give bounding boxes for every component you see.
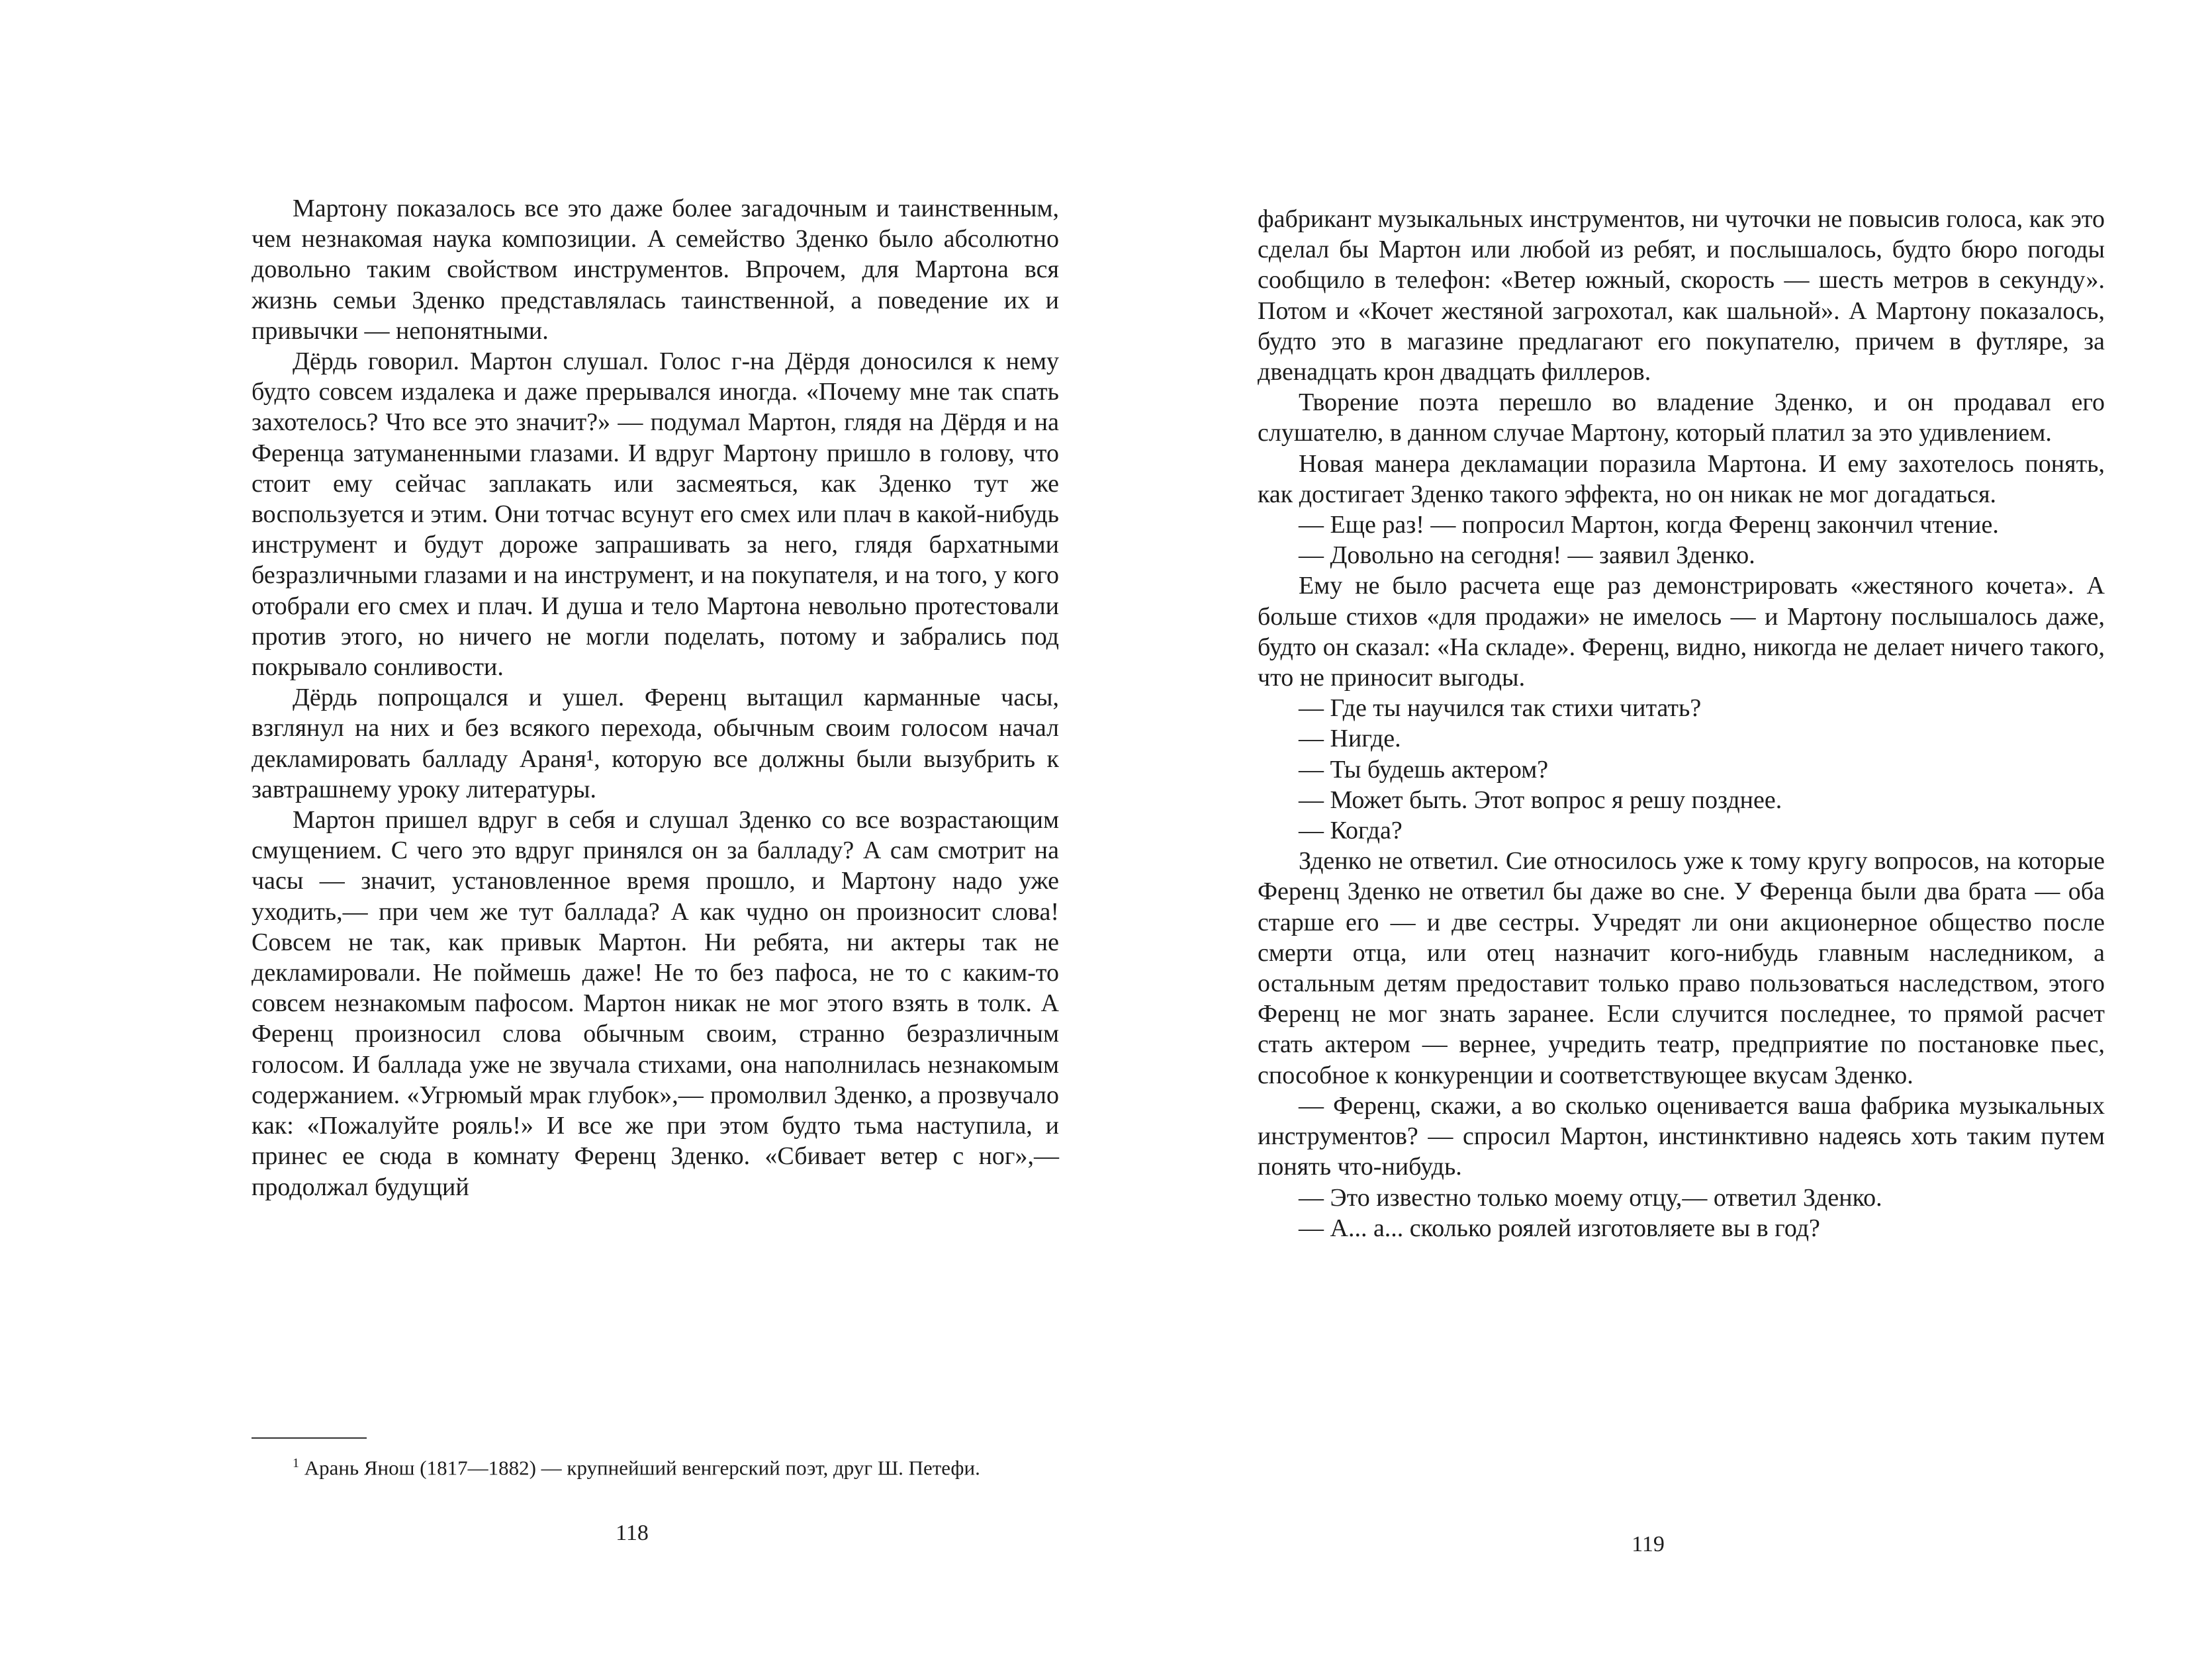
dialogue-line: — Нигде. — [1299, 725, 1401, 753]
dialogue-line: — А... а... сколько роялей изготовляете вы в год? — [1299, 1214, 1820, 1242]
dialogue-line: — Ты будешь актером? — [1299, 755, 1549, 784]
paragraph: Дёрдь говорил. Мартон слушал. Голос г-на Дёрдя доносился к нему будто совсем издалека и даже прерывался иногда. «Почему мне так спать захотелось? Что все это значит?» — подумал Мартон, глядя на Дёрдя и на Ференца затуманенными глазами. И вдруг Мартону пришло в голову, что стоит ему сейчас заплакать или засмеяться, как Зденко тут же воспользуется и этим. Они тотчас всунут его смех или плач в какой-нибудь инструмент и будут дороже запрашивать за него, глядя бархатными безразличными глазами и на инструмент, и на покупателя, и на того, у кого отобрали его смех и плач. И душа и тело Мартона невольно протестовали против этого, но ничего не могли поделать, потому и забрались под покрывало сонливости. — [252, 347, 1059, 682]
page-number: 118 — [616, 1521, 649, 1545]
paragraph: Зденко не ответил. Сие относилось уже к тому кругу вопросов, на которые Ференц Зденко не ответил бы даже во сне. У Ференца были два брата — оба старше его — и две сестры. Учредят ли они акционерное общество после смерти отца, или отец назначит кого-нибудь главным наследником, а остальным детям предоставит только право пользоваться наследством, этого Ференц не мог знать заранее. Если случится последнее, то прямой расчет стать актером — вернее, учредить театр, предприятие по постановке пьес, способное к конкуренции и соответствующее вкусам Зденко. — [1258, 847, 2105, 1089]
paragraph: Творение поэта перешло во владение Зденко, и он продавал его слушателю, в данном случае Мартону, который платил за это удивлением. — [1258, 388, 2105, 447]
dialogue-line: — Ференц, скажи, а во сколько оценивается ваша фабрика музыкальных инструментов? — спросил Мартон, инстинктивно надеясь хоть таким путем понять что-нибудь. — [1258, 1091, 2105, 1181]
footnote-mark: 1 — [293, 1456, 299, 1470]
dialogue-line: — Где ты научился так стихи читать? — [1299, 694, 1702, 723]
right-page-body — [1258, 204, 2105, 1243]
footnote-text: Арань Янош (1817—1882) — крупнейший венгерский поэт, друг Ш. Петефи. — [304, 1456, 980, 1480]
right-page — [1231, 0, 2105, 1667]
left-page-body — [252, 193, 1059, 1202]
left-page — [199, 0, 1059, 1667]
footnote — [252, 1449, 1059, 1482]
paragraph: фабрикант музыкальных инструментов, ни чуточки не повысив голоса, как это сделал бы Мартон или любой из ребят, и послышалось, будто бюро погоды сообщило в телефон: «Ветер южный, скорость — шесть метров в секунду». Потом и «Кочет жестяной загрохотал, как шальной». А Мартону показалось, будто это в магазине предлагают его покупателю, причем в футляре, за двенадцать крон двадцать филлеров. — [1258, 205, 2105, 386]
dialogue-line: — Еще раз! — попросил Мартон, когда Ференц закончил чтение. — [1299, 511, 1999, 539]
paragraph: Ему не было расчета еще раз демонстрировать «жестяного кочета». А больше стихов «для продажи» не имелось — и Мартону послышалось даже, будто он сказал: «На складе». Ференц, видно, никогда не делает ничего такого, что не приносит выгоды. — [1258, 572, 2105, 692]
paragraph: Дёрдь попрощался и ушел. Ференц вытащил карманные часы, взглянул на них и без всякого перехода, обычным своим голосом начал декламировать балладу Араня¹, которую все должны были вызубрить к завтрашнему уроку литературы. — [252, 684, 1059, 803]
paragraph: Новая манера декламации поразила Мартона. И ему захотелось понять, как достигает Зденко такого эффекта, но он никак не мог догадаться. — [1258, 449, 2105, 508]
footnote-divider — [252, 1437, 367, 1439]
dialogue-line: — Может быть. Этот вопрос я решу позднее. — [1299, 786, 1782, 814]
page-number: 119 — [1632, 1532, 1665, 1556]
dialogue-line: — Это известно только моему отцу,— ответил Зденко. — [1299, 1183, 1882, 1212]
dialogue-line: — Довольно на сегодня! — заявил Зденко. — [1299, 541, 1755, 570]
paragraph: Мартон пришел вдруг в себя и слушал Зденко со все возрастающим смущением. С чего это вдруг принялся он за балладу? А сам смотрит на часы — значит, установленное время прошло, и Мартону надо уже уходить,— при чем же тут баллада? А как чудно он произносит слова! Совсем не так, как привык Мартон. Ни ребята, ни актеры так не декламировали. Не поймешь даже! Не то без пафоса, не то с каким-то совсем незнакомым пафосом. Мартон никак не мог этого взять в толк. А Ференц произносил слова обычным своим, странно безразличным голосом. И баллада уже не звучала стихами, она наполнилась незнакомым содержанием. «Угрюмый мрак глубок»,— промолвил Зденко, а прозвучало как: «Пожалуйте рояль!» И все же при этом будто тьма наступила, и принес ее сюда в комнату Ференц Зденко. «Сбивает ветер с ног»,— продолжал будущий — [252, 806, 1059, 1201]
paragraph: Мартону показалось все это даже более загадочным и таинственным, чем незнакомая наука композиции. А семейство Зденко было абсолютно довольно таким свойством инструментов. Впрочем, для Мартона вся жизнь семьи Зденко представлялась таинственной, а поведение их и привычки — непонятными. — [252, 195, 1059, 345]
dialogue-line: — Когда? — [1299, 817, 1403, 845]
